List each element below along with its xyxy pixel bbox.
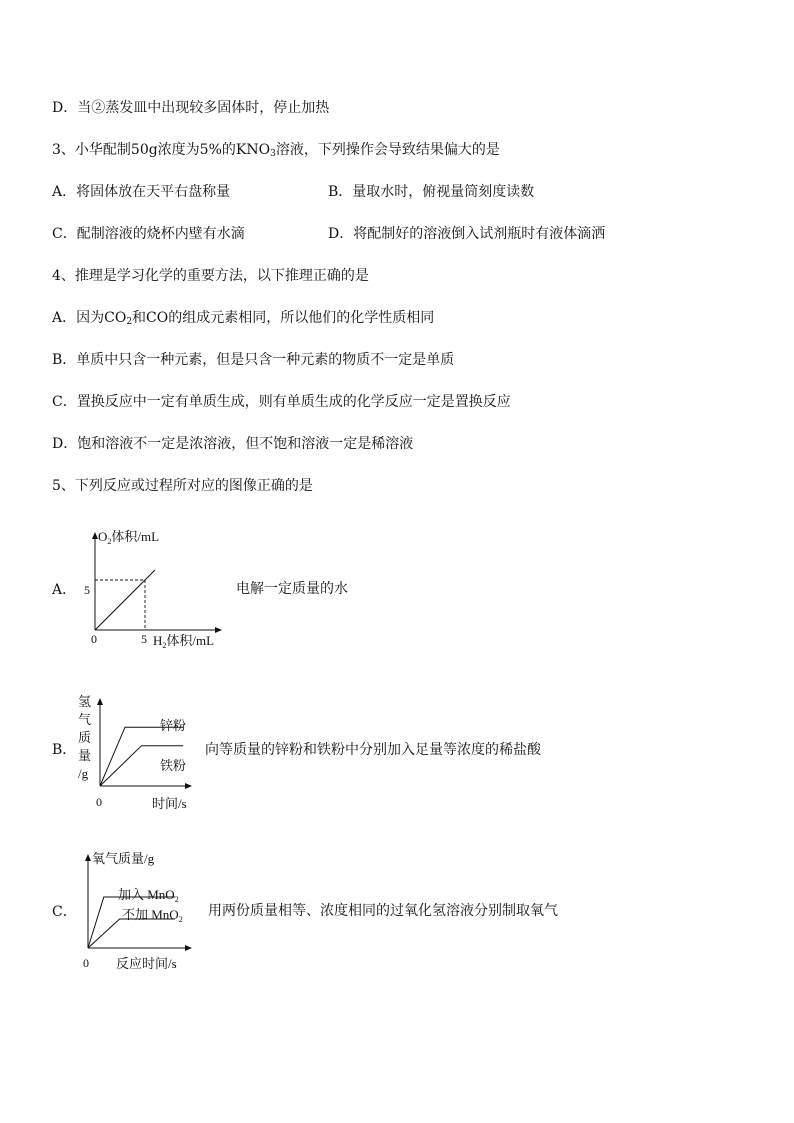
graph-b-xlabel: 时间/s <box>152 796 187 811</box>
question-4-option-a[interactable] <box>52 309 434 331</box>
question-5: 5、下列反应或过程所对应的图像正确的是 <box>52 478 313 494</box>
graph-b-y-arrow <box>97 698 103 705</box>
question-4-option-d[interactable]: D．饱和溶液不一定是浓溶液，但不饱和溶液一定是稀溶液 <box>52 436 414 452</box>
graph-c-series-with-mno2-label: 加入 MnO$_2$ <box>118 887 179 904</box>
question-4-option-a-text-a: A．因为CO <box>52 310 127 326</box>
question-3-text-a: 3、小华配制50g浓度为5%的KNO <box>52 142 271 158</box>
question-4-option-a-subscript: 2 <box>126 317 133 327</box>
graph-c-x-arrow <box>185 945 192 951</box>
graph-b-ylabel-3: 质 <box>78 730 92 745</box>
graph-c-y-arrow <box>85 854 91 861</box>
question-4-option-c[interactable]: C．置换反应中一定有单质生成，则有单质生成的化学反应一定是置换反应 <box>52 394 511 410</box>
graph-c-series-without-mno2-label: 不加 MnO$_2$ <box>122 907 183 924</box>
question-5-option-c-description: 用两份质量相等、浓度相同的过氧化氢溶液分别制取氧气 <box>208 903 558 919</box>
question-3-option-b[interactable]: B．量取水时，俯视量筒刻度读数 <box>328 184 535 200</box>
question-3-option-c[interactable]: C．配制溶液的烧杯内壁有水滴 <box>52 226 245 242</box>
question-5-option-a-label[interactable]: A． <box>52 582 77 598</box>
graph-b-series-zinc <box>100 727 183 786</box>
graph-c-xlabel: 反应时间/s <box>116 956 177 971</box>
graph-a-ylabel: $O_2$体积/mL <box>98 529 160 546</box>
graph-b-origin: 0 <box>96 795 102 809</box>
graph-a-x-tick: 5 <box>141 632 147 646</box>
graph-b-ylabel-5: /g <box>78 766 89 781</box>
graph-b-ylabel-4: 量 <box>78 748 92 763</box>
graph-a-xlabel: $H_2$体积/mL <box>153 633 215 650</box>
question-3-text-b: 溶液，下列操作会导致结果偏大的是 <box>275 142 500 158</box>
graph-a-x-arrow <box>215 627 222 633</box>
option-d-previous: D．当②蒸发皿中出现较多固体时，停止加热 <box>52 100 330 116</box>
graph-c-origin: 0 <box>83 956 89 970</box>
question-3 <box>52 141 500 163</box>
graph-a-origin: 0 <box>91 632 97 646</box>
question-5-option-a-description: 电解一定质量的水 <box>236 581 348 597</box>
graph-b-ylabel-1: 氢 <box>78 694 92 709</box>
question-4: 4、推理是学习化学的重要方法，以下推理正确的是 <box>52 268 369 284</box>
graph-b-x-arrow <box>185 783 192 789</box>
graph-b-series-zinc-label: 锌粉 <box>160 718 187 733</box>
question-4-option-b[interactable]: B．单质中只含一种元素，但是只含一种元素的物质不一定是单质 <box>52 352 455 368</box>
question-3-option-d[interactable]: D．将配制好的溶液倒入试剂瓶时有液体滴洒 <box>328 226 606 242</box>
graph-b-ylabel-2: 气 <box>78 712 92 727</box>
question-5-option-c-label[interactable]: C． <box>52 904 77 920</box>
graph-c-ylabel: 氧气质量/g <box>92 851 155 866</box>
question-5-option-b-description: 向等质量的锌粉和铁粉中分别加入足量等浓度的稀盐酸 <box>205 742 541 758</box>
graph-b-series-iron-label: 铁粉 <box>160 758 187 773</box>
question-3-option-a[interactable]: A．将固体放在天平右盘称量 <box>52 184 231 200</box>
question-3-subscript: 3 <box>270 149 276 159</box>
graph-c-series-without-mno2 <box>88 919 175 948</box>
question-5-option-b-label[interactable]: B． <box>52 742 77 758</box>
graph-b <box>76 690 200 814</box>
question-4-option-a-text-b: 和CO的组成元素相同，所以他们的化学性质相同 <box>132 310 435 326</box>
graph-a-y-tick: 5 <box>84 583 90 597</box>
graph-c-series-with-mno2 <box>88 897 175 948</box>
graph-c <box>76 846 200 974</box>
graph-a-series-line <box>95 570 155 630</box>
graph-a <box>80 524 230 652</box>
